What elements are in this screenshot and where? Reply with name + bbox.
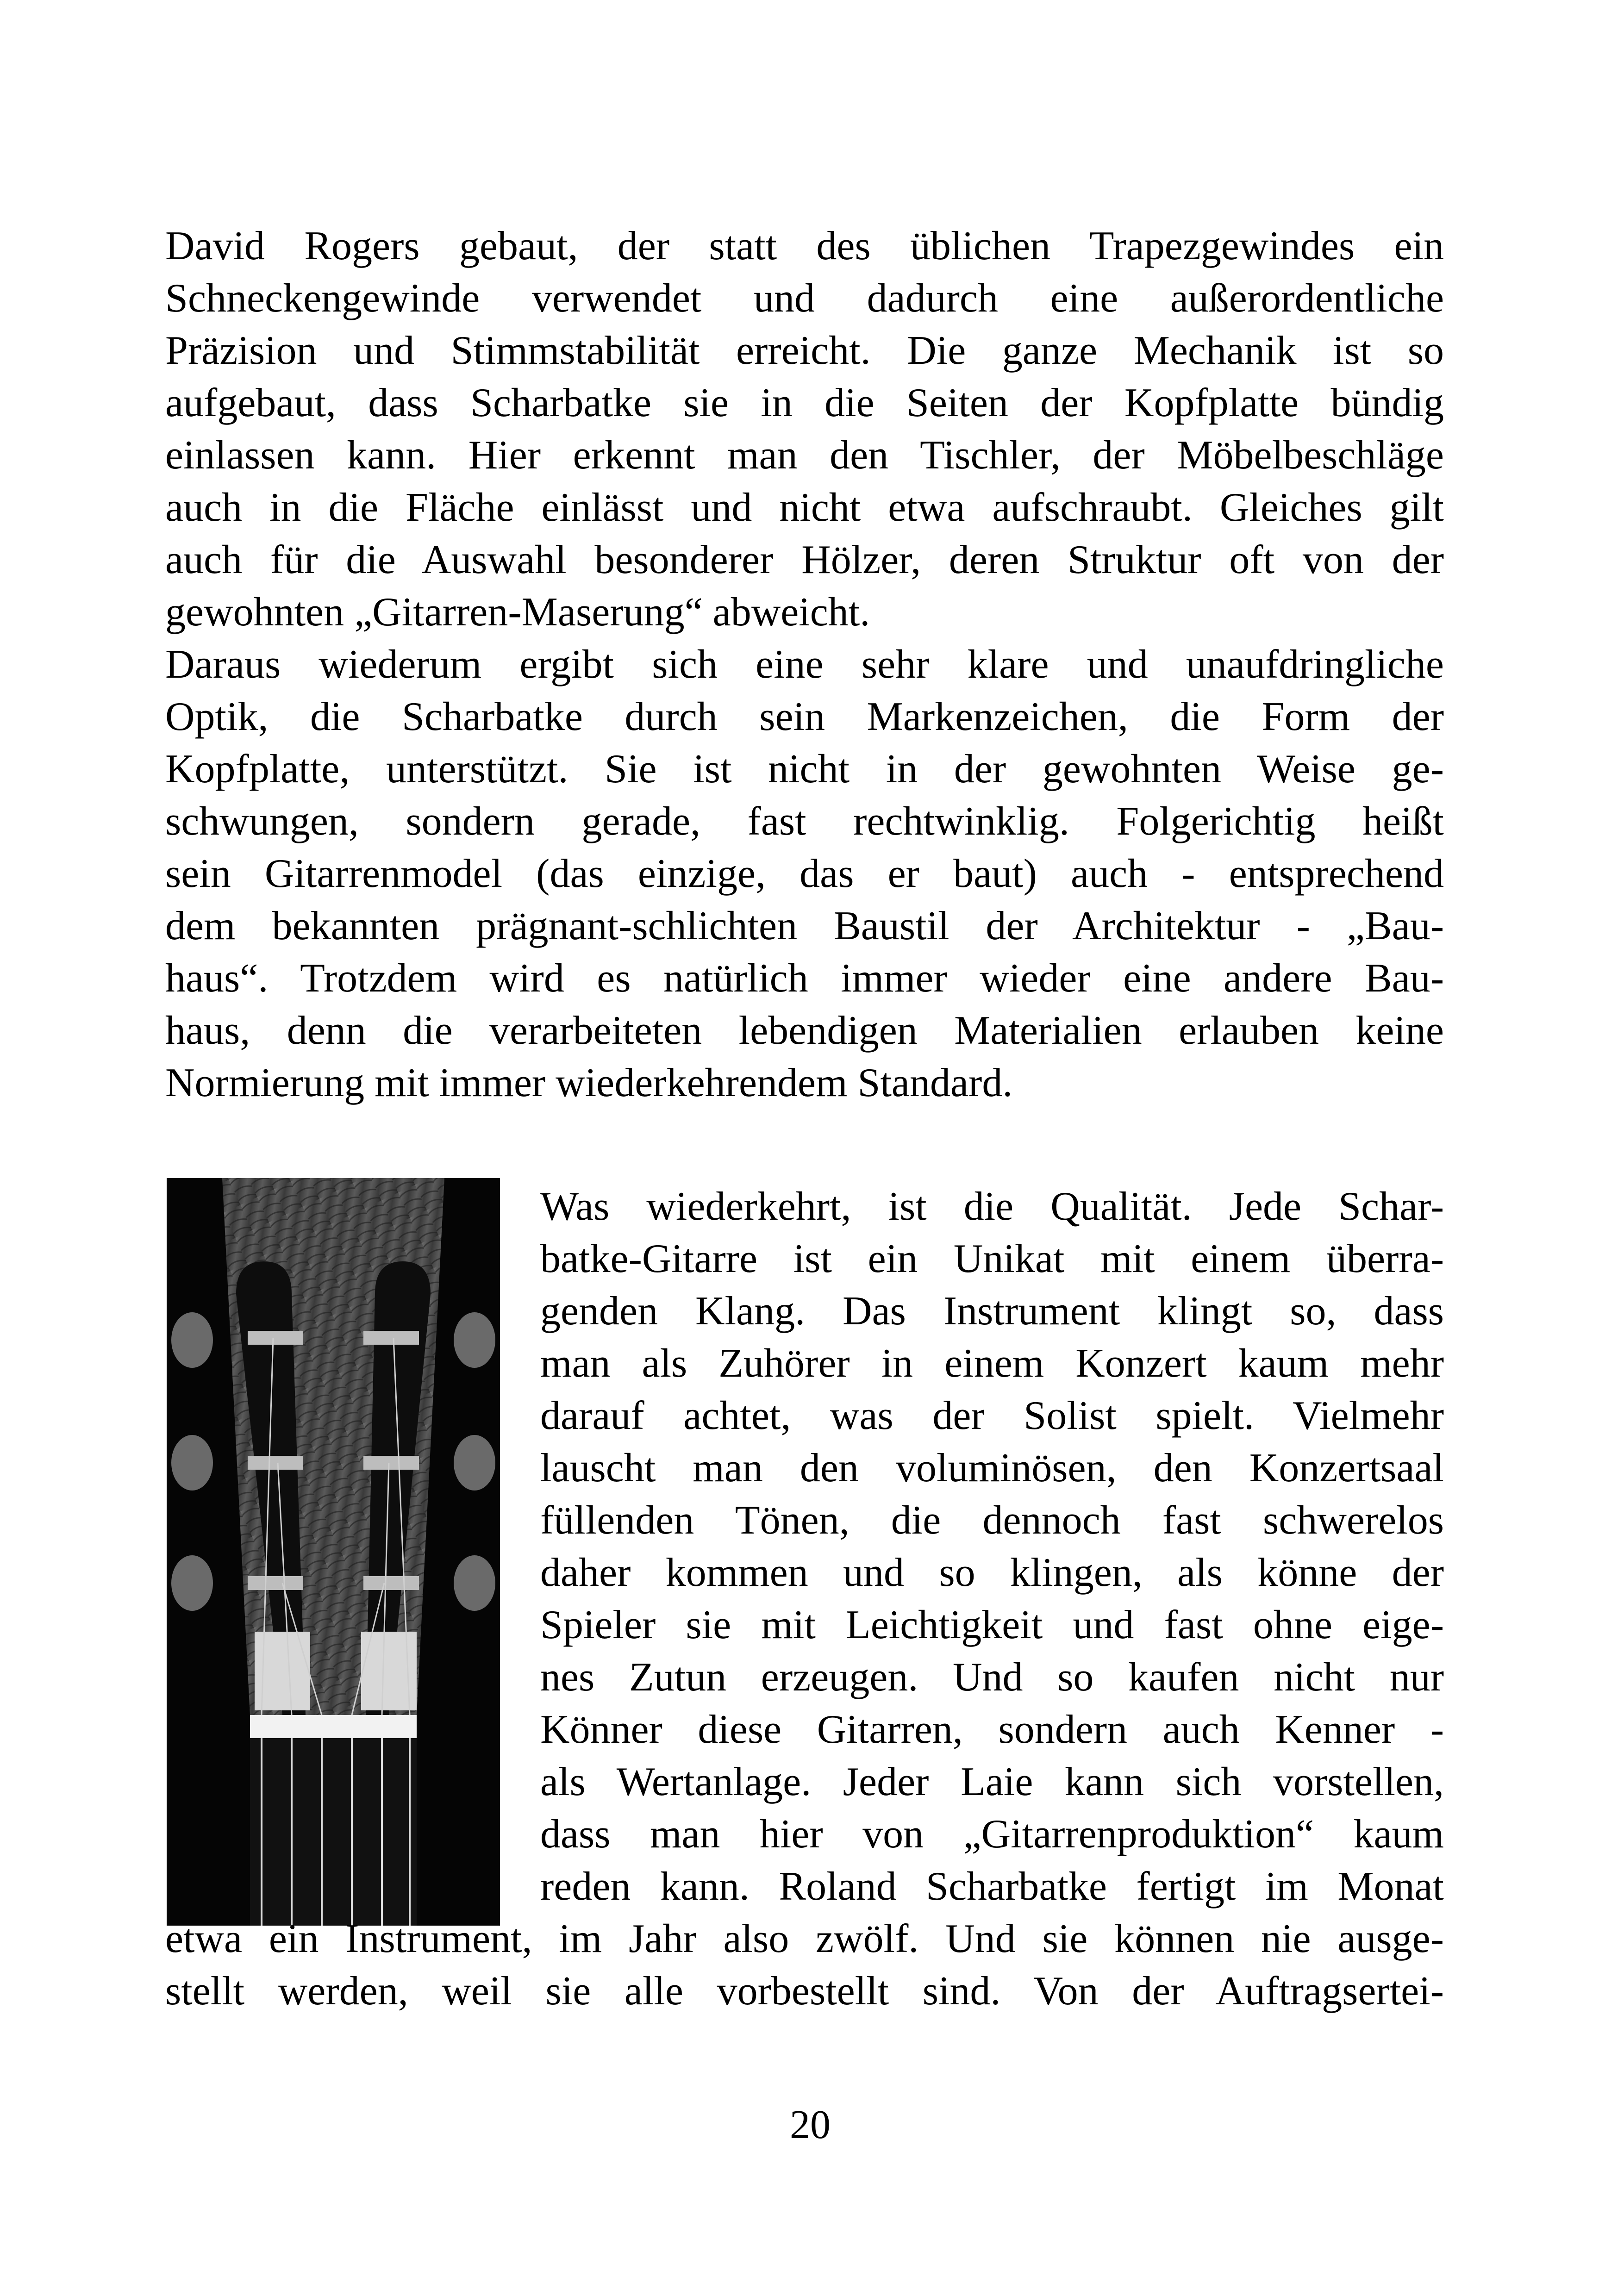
body-text-line: Schneckengewinde verwendet und dadurch eine außerordentliche bbox=[165, 276, 1444, 321]
guitar-headstock-photo bbox=[167, 1178, 500, 1926]
body-text-line: etwa ein Instrument, im Jahr also zwölf. Und sie können nie ausge- bbox=[165, 1916, 1444, 1961]
body-text-line: Optik, die Scharbatke durch sein Markenzeichen, die Form der bbox=[165, 694, 1444, 739]
body-text-line: Präzision und Stimmstabilität erreicht. Die ganze Mechanik ist so bbox=[165, 328, 1444, 373]
body-text-line: aufgebaut, dass Scharbatke sie in die Seiten der Kopfplatte bündig bbox=[165, 380, 1444, 425]
body-text-line: einlassen kann. Hier erkennt man den Tischler, der Möbelbeschläge bbox=[165, 433, 1444, 478]
body-text-line: auch für die Auswahl besonderer Hölzer, deren Struktur oft von der bbox=[165, 537, 1444, 582]
body-text-line: Normierung mit immer wiederkehrendem Standard. bbox=[165, 1060, 1013, 1105]
body-text-line: daher kommen und so klingen, als könne der bbox=[540, 1550, 1444, 1595]
body-text-line: haus“. Trotzdem wird es natürlich immer wieder eine andere Bau- bbox=[165, 956, 1444, 1001]
body-text-line: gewohnten „Gitarren-Maserung“ abweicht. bbox=[165, 590, 870, 635]
body-text-line: nes Zutun erzeugen. Und so kaufen nicht nur bbox=[540, 1655, 1444, 1700]
body-text-line: reden kann. Roland Scharbatke fertigt im Monat bbox=[540, 1864, 1444, 1909]
body-text-line: auch in die Fläche einlässt und nicht etwa aufschraubt. Gleiches gilt bbox=[165, 485, 1444, 530]
headstock-illustration bbox=[167, 1178, 500, 1926]
body-text-line: genden Klang. Das Instrument klingt so, dass bbox=[540, 1289, 1444, 1334]
body-text-line: füllenden Tönen, die dennoch fast schwerelos bbox=[540, 1498, 1444, 1543]
body-text-line: Spieler sie mit Leichtigkeit und fast ohne eige- bbox=[540, 1603, 1444, 1647]
body-text-line: dem bekannten prägnant-schlichten Baustil der Architektur - „Bau- bbox=[165, 904, 1444, 948]
body-text-line: lauscht man den voluminösen, den Konzertsaal bbox=[540, 1446, 1444, 1491]
body-text-line: darauf achtet, was der Solist spielt. Vielmehr bbox=[540, 1393, 1444, 1438]
body-text-line: schwungen, sondern gerade, fast rechtwinklig. Folgerichtig heißt bbox=[165, 799, 1444, 844]
body-text-line: stellt werden, weil sie alle vorbestellt sind. Von der Auftragsertei- bbox=[165, 1969, 1444, 2014]
body-text-line: haus, denn die verarbeiteten lebendigen Materialien erlauben keine bbox=[165, 1008, 1444, 1053]
body-text-line: sein Gitarrenmodel (das einzige, das er baut) auch - entsprechend bbox=[165, 851, 1444, 896]
body-text-line: batke-Gitarre ist ein Unikat mit einem überra- bbox=[540, 1236, 1444, 1281]
body-text-line: Kopfplatte, unterstützt. Sie ist nicht in der gewohnten Weise ge- bbox=[165, 747, 1444, 792]
body-text-line: dass man hier von „Gitarrenproduktion“ kaum bbox=[540, 1812, 1444, 1857]
body-text-line: David Rogers gebaut, der statt des üblichen Trapezgewindes ein bbox=[165, 224, 1444, 268]
body-text-line: als Wertanlage. Jeder Laie kann sich vorstellen, bbox=[540, 1759, 1444, 1804]
body-text-line: Was wiederkehrt, ist die Qualität. Jede Schar- bbox=[540, 1184, 1444, 1229]
body-text-line: Daraus wiederum ergibt sich eine sehr klare und unaufdringliche bbox=[165, 642, 1444, 687]
page-number: 20 bbox=[790, 2102, 831, 2147]
body-text-line: Könner diese Gitarren, sondern auch Kenner - bbox=[540, 1707, 1444, 1752]
body-text-line: man als Zuhörer in einem Konzert kaum mehr bbox=[540, 1341, 1444, 1386]
